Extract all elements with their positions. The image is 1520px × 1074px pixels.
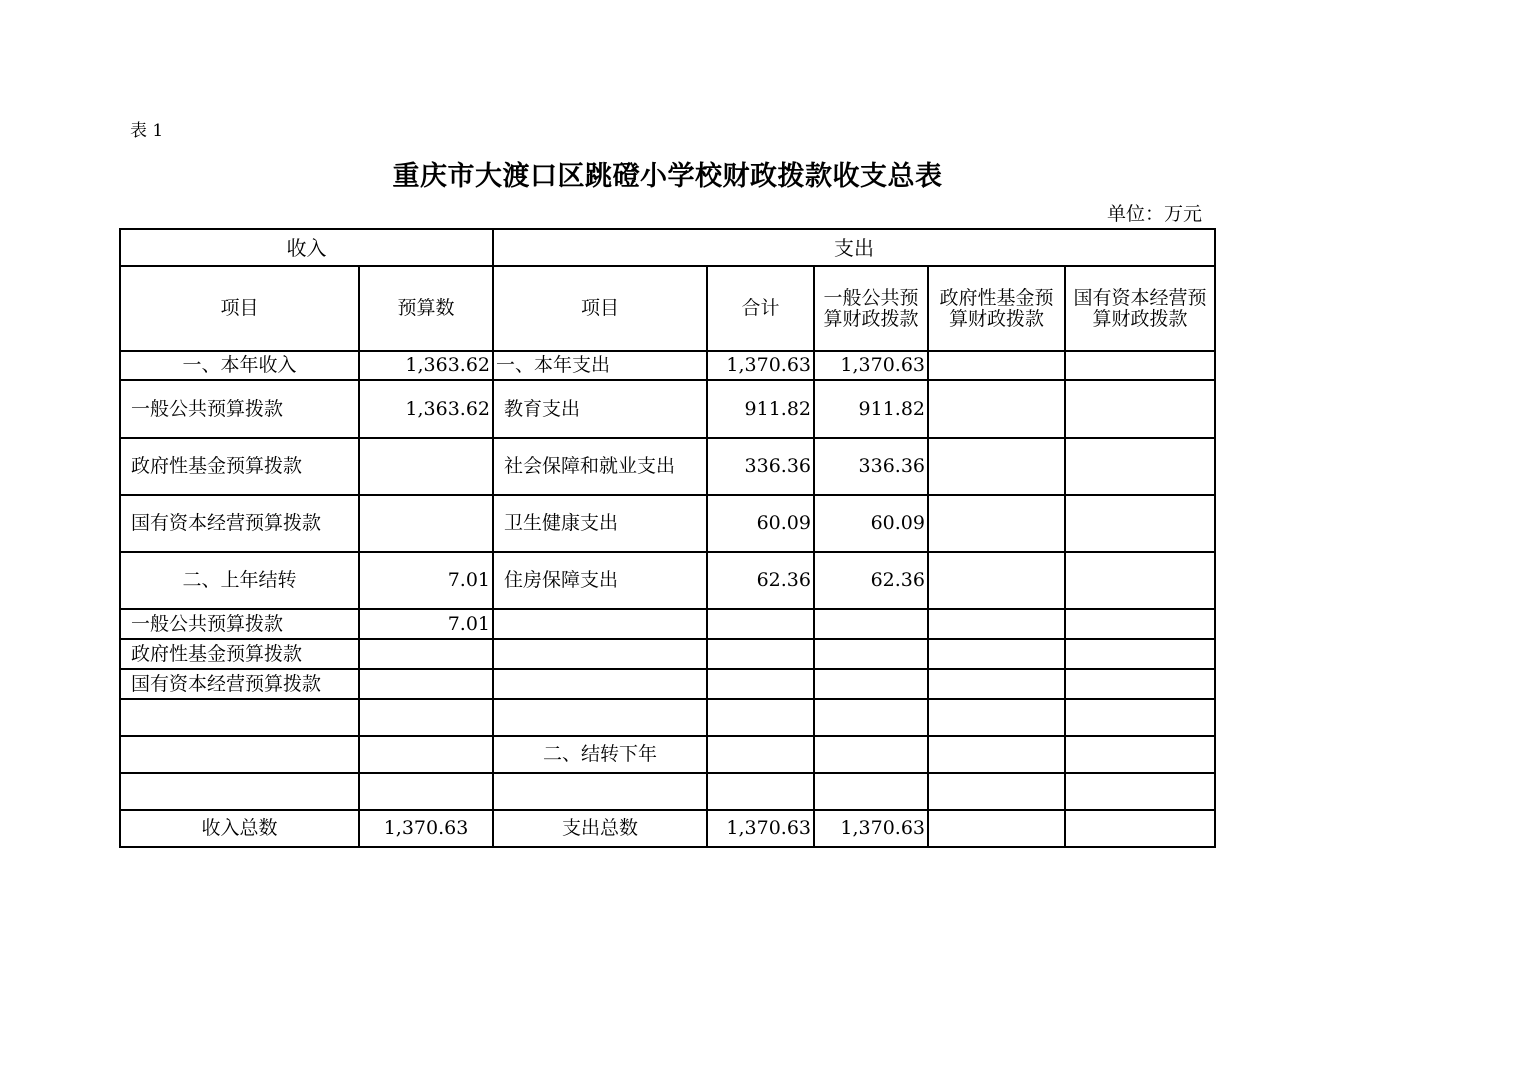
table-row	[120, 639, 1215, 669]
table-row	[120, 552, 1215, 609]
expense-item-cell: 教育支出	[493, 380, 707, 438]
income-item-cell	[120, 736, 359, 773]
gov-fund-cell	[928, 699, 1065, 736]
general-public-cell: 62.36	[814, 552, 928, 609]
gov-fund-cell	[928, 773, 1065, 810]
income-item-cell: 国有资本经营预算拨款	[120, 495, 359, 552]
expense-total-cell: 62.36	[707, 552, 814, 609]
gov-fund-cell	[928, 639, 1065, 669]
expense-total-cell	[707, 669, 814, 699]
expense-item-cell	[493, 609, 707, 639]
gov-fund-cell	[928, 438, 1065, 495]
totals-row	[120, 810, 1215, 847]
income-item-cell: 一、本年收入	[120, 351, 359, 380]
income-item-cell: 政府性基金预算拨款	[120, 639, 359, 669]
income-item-cell: 一般公共预算拨款	[120, 609, 359, 639]
table-row	[120, 609, 1215, 639]
income-item-header: 项目	[120, 266, 359, 351]
gov-fund-cell	[928, 609, 1065, 639]
expense-item-cell	[493, 699, 707, 736]
state-capital-cell	[1065, 438, 1215, 495]
expense-item-cell	[493, 669, 707, 699]
general-public-cell	[814, 639, 928, 669]
income-amount-cell	[359, 773, 493, 810]
gov-fund-cell	[928, 552, 1065, 609]
expense-total-cell: 1,370.63	[707, 351, 814, 380]
gov-fund-cell	[928, 736, 1065, 773]
state-capital-cell	[1065, 495, 1215, 552]
expense-item-cell: 卫生健康支出	[493, 495, 707, 552]
expense-total-cell	[707, 736, 814, 773]
gov-fund-total	[928, 810, 1065, 847]
expense-total-cell: 911.82	[707, 380, 814, 438]
expense-total-cell	[707, 699, 814, 736]
table-row	[120, 380, 1215, 438]
income-amount-cell: 1,363.62	[359, 351, 493, 380]
table-number-label: 表 1	[130, 121, 164, 141]
income-item-cell: 国有资本经营预算拨款	[120, 669, 359, 699]
gov-fund-cell	[928, 495, 1065, 552]
income-item-cell	[120, 773, 359, 810]
gov-fund-cell	[928, 380, 1065, 438]
income-item-cell	[120, 699, 359, 736]
income-amount-cell	[359, 639, 493, 669]
income-amount-cell: 7.01	[359, 552, 493, 609]
income-amount-cell	[359, 495, 493, 552]
income-amount-cell	[359, 438, 493, 495]
expense-total-cell	[707, 773, 814, 810]
expense-item-cell: 二、结转下年	[493, 736, 707, 773]
general-public-cell: 1,370.63	[814, 351, 928, 380]
state-capital-cell	[1065, 351, 1215, 380]
general-public-total: 1,370.63	[814, 810, 928, 847]
general-public-header: 一般公共预算财政拨款	[814, 266, 928, 351]
income-total-label: 收入总数	[120, 810, 359, 847]
table-row	[120, 699, 1215, 736]
gov-fund-header: 政府性基金预算财政拨款	[928, 266, 1065, 351]
general-public-cell	[814, 669, 928, 699]
general-public-cell: 336.36	[814, 438, 928, 495]
general-public-cell	[814, 609, 928, 639]
state-capital-cell	[1065, 380, 1215, 438]
table-row	[120, 495, 1215, 552]
income-amount-cell	[359, 736, 493, 773]
expense-total-cell: 60.09	[707, 495, 814, 552]
expense-total-label: 支出总数	[493, 810, 707, 847]
state-capital-cell	[1065, 669, 1215, 699]
page-title: 重庆市大渡口区跳磴小学校财政拨款收支总表	[392, 161, 943, 192]
budget-summary-table	[119, 228, 1216, 848]
expense-total-cell	[707, 609, 814, 639]
expense-item-header: 项目	[493, 266, 707, 351]
general-public-cell	[814, 773, 928, 810]
header-row-columns	[120, 266, 1215, 351]
state-capital-cell	[1065, 773, 1215, 810]
unit-label: 单位：万元	[1106, 203, 1202, 225]
income-amount-cell: 7.01	[359, 609, 493, 639]
general-public-cell	[814, 736, 928, 773]
general-public-cell: 911.82	[814, 380, 928, 438]
expense-total-cell	[707, 639, 814, 669]
expense-item-cell: 社会保障和就业支出	[493, 438, 707, 495]
state-capital-cell	[1065, 699, 1215, 736]
income-amount-cell	[359, 699, 493, 736]
income-budget-header: 预算数	[359, 266, 493, 351]
income-amount-cell: 1,363.62	[359, 380, 493, 438]
state-capital-total	[1065, 810, 1215, 847]
income-item-cell: 政府性基金预算拨款	[120, 438, 359, 495]
table-row	[120, 438, 1215, 495]
expense-header: 支出	[493, 229, 1215, 266]
table-row	[120, 669, 1215, 699]
expense-item-cell: 住房保障支出	[493, 552, 707, 609]
header-row-group	[120, 229, 1215, 266]
gov-fund-cell	[928, 351, 1065, 380]
income-total-amount: 1,370.63	[359, 810, 493, 847]
expense-item-cell	[493, 639, 707, 669]
state-capital-cell	[1065, 736, 1215, 773]
expense-grand-total: 1,370.63	[707, 810, 814, 847]
expense-total-cell: 336.36	[707, 438, 814, 495]
income-header: 收入	[120, 229, 493, 266]
state-capital-cell	[1065, 639, 1215, 669]
income-amount-cell	[359, 669, 493, 699]
income-item-cell: 一般公共预算拨款	[120, 380, 359, 438]
state-capital-header: 国有资本经营预算财政拨款	[1065, 266, 1215, 351]
expense-item-cell	[493, 773, 707, 810]
table-row	[120, 736, 1215, 773]
general-public-cell	[814, 699, 928, 736]
gov-fund-cell	[928, 669, 1065, 699]
income-item-cell: 二、上年结转	[120, 552, 359, 609]
state-capital-cell	[1065, 552, 1215, 609]
table-row	[120, 351, 1215, 380]
table-row	[120, 773, 1215, 810]
general-public-cell: 60.09	[814, 495, 928, 552]
expense-total-header: 合计	[707, 266, 814, 351]
state-capital-cell	[1065, 609, 1215, 639]
expense-item-cell: 一、本年支出	[493, 351, 707, 380]
